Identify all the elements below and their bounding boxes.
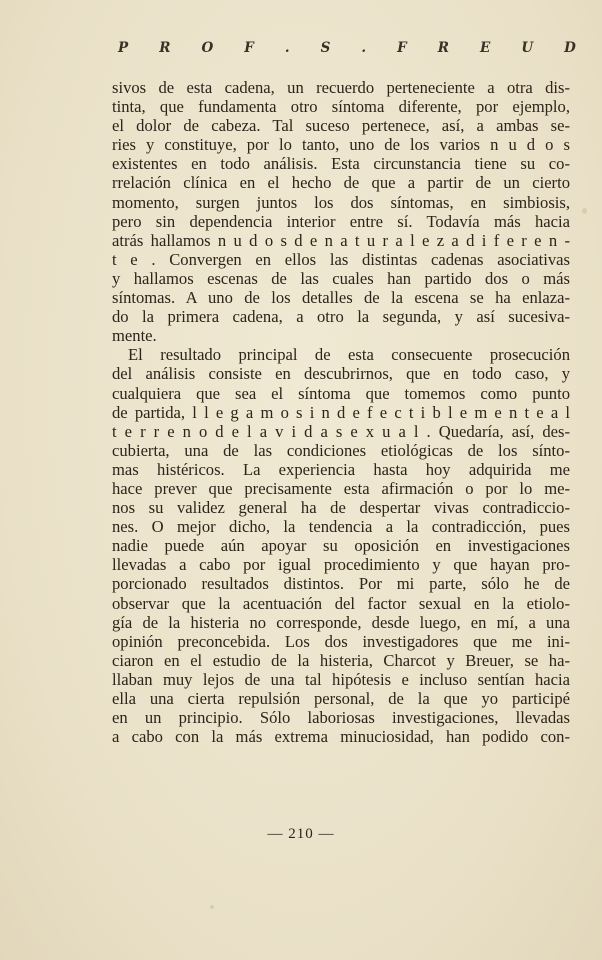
running-head [118, 40, 576, 56]
running-head-letter: . [284, 40, 290, 56]
text-line: porcionado resultados distintos. Por mi parte, sólo he de [112, 574, 570, 594]
text-line: ciaron en el estudio de la histeria, Charcot y Breuer, se ha- [112, 650, 570, 670]
text-line: t e r r e n o d e l a v i d a s e x u a l . Quedaría, así, des- [112, 421, 570, 441]
text-line: El resultado principal de esta consecuente prosecución [128, 345, 570, 365]
body-text [112, 78, 570, 746]
text-line: nes. O mejor dicho, la tendencia a la contradicción, pues [112, 517, 570, 537]
text-line: existentes en todo análisis. Esta circunstancia tiene su co- [112, 154, 570, 174]
text-line: rrelación clínica en el hecho de que a partir de un cierto [112, 173, 570, 193]
running-head-letter: F [244, 40, 254, 56]
text-line: opinión preconcebida. Los dos investigadores que me ini- [112, 631, 570, 651]
text-line: atrás hallamos n u d o s d e n a t u r a l e z a d i f e r e n - [112, 230, 570, 250]
text-line: tinta, que fundamenta otro síntoma diferente, por ejemplo, [112, 97, 570, 117]
text-line: cubierta, una de las condiciones etiológicas de los sínto- [112, 440, 570, 460]
text-line: el dolor de cabeza. Tal suceso pertenece, así, a ambas se- [112, 116, 570, 136]
running-head-letter: R [437, 40, 449, 56]
text-line: llaban muy lejos de una tal hipótesis e incluso sentían hacia [112, 669, 570, 689]
text-line: nadie puede aún apoyar su oposición en investigaciones [112, 536, 570, 556]
text-line: t e . Convergen en ellos las distintas cadenas asociativas [112, 249, 570, 269]
text-line: mas histéricos. La experiencia hasta hoy adquirida me [112, 459, 570, 479]
paper-stain [582, 208, 587, 214]
text-line: gía de la histeria no corresponde, desde luego, en mí, a una [112, 612, 570, 632]
text-line: ries y constituye, por lo tanto, uno de los varios n u d o s [112, 135, 570, 155]
text-line: do la primera cadena, a otro la segunda, y así sucesiva- [112, 307, 570, 327]
text-line: y hallamos escenas de las cuales han partido dos o más [112, 268, 570, 288]
text-line: a cabo con la más extrema minuciosidad, han podido con- [112, 727, 570, 747]
text-line: sivos de esta cadena, un recuerdo perteneciente a otra dis- [112, 78, 570, 97]
text-line: nos su validez general ha de despertar vivas contradiccio- [112, 498, 570, 518]
text-line: observar que la acentuación del factor sexual en la etiolo- [112, 593, 570, 613]
running-head-letter: E [480, 40, 491, 56]
running-head-letter: O [201, 40, 214, 56]
running-head-letter: . [361, 40, 367, 56]
running-head-letter: R [159, 40, 171, 56]
page-number: — 210 — [267, 826, 335, 842]
text-line: síntomas. A uno de los detalles de la escena se ha enlaza- [112, 288, 570, 308]
paper-stain [210, 905, 214, 909]
text-line: de partida, l l e g a m o s i n d e f e c t i b l e m e n t e a l [112, 402, 570, 422]
text-line: en un principio. Sólo laboriosas investigaciones, llevadas [112, 708, 570, 728]
running-head-letter: U [521, 40, 534, 56]
text-line: mente. [112, 326, 157, 346]
text-line: cualquiera que sea el síntoma que tomemos como punto [112, 383, 570, 403]
running-head-letter: F [397, 40, 407, 56]
running-head-letter: P [118, 40, 129, 56]
text-line: ella una cierta repulsión personal, de la que yo participé [112, 689, 570, 708]
running-head-letter: S [320, 40, 331, 56]
text-line: hace prever que precisamente esta afirmación o por lo me- [112, 478, 570, 498]
running-head-letter: D [564, 40, 576, 56]
text-line: del análisis consiste en descubrirnos, que en todo caso, y [112, 364, 570, 384]
text-line: llevadas a cabo por igual procedimiento y que hayan pro- [112, 555, 570, 575]
text-line: pero sin dependencia interior entre sí. Todavía más hacia [112, 211, 570, 231]
text-line: momento, surgen juntos los dos síntomas, en simbiosis, [112, 192, 570, 212]
